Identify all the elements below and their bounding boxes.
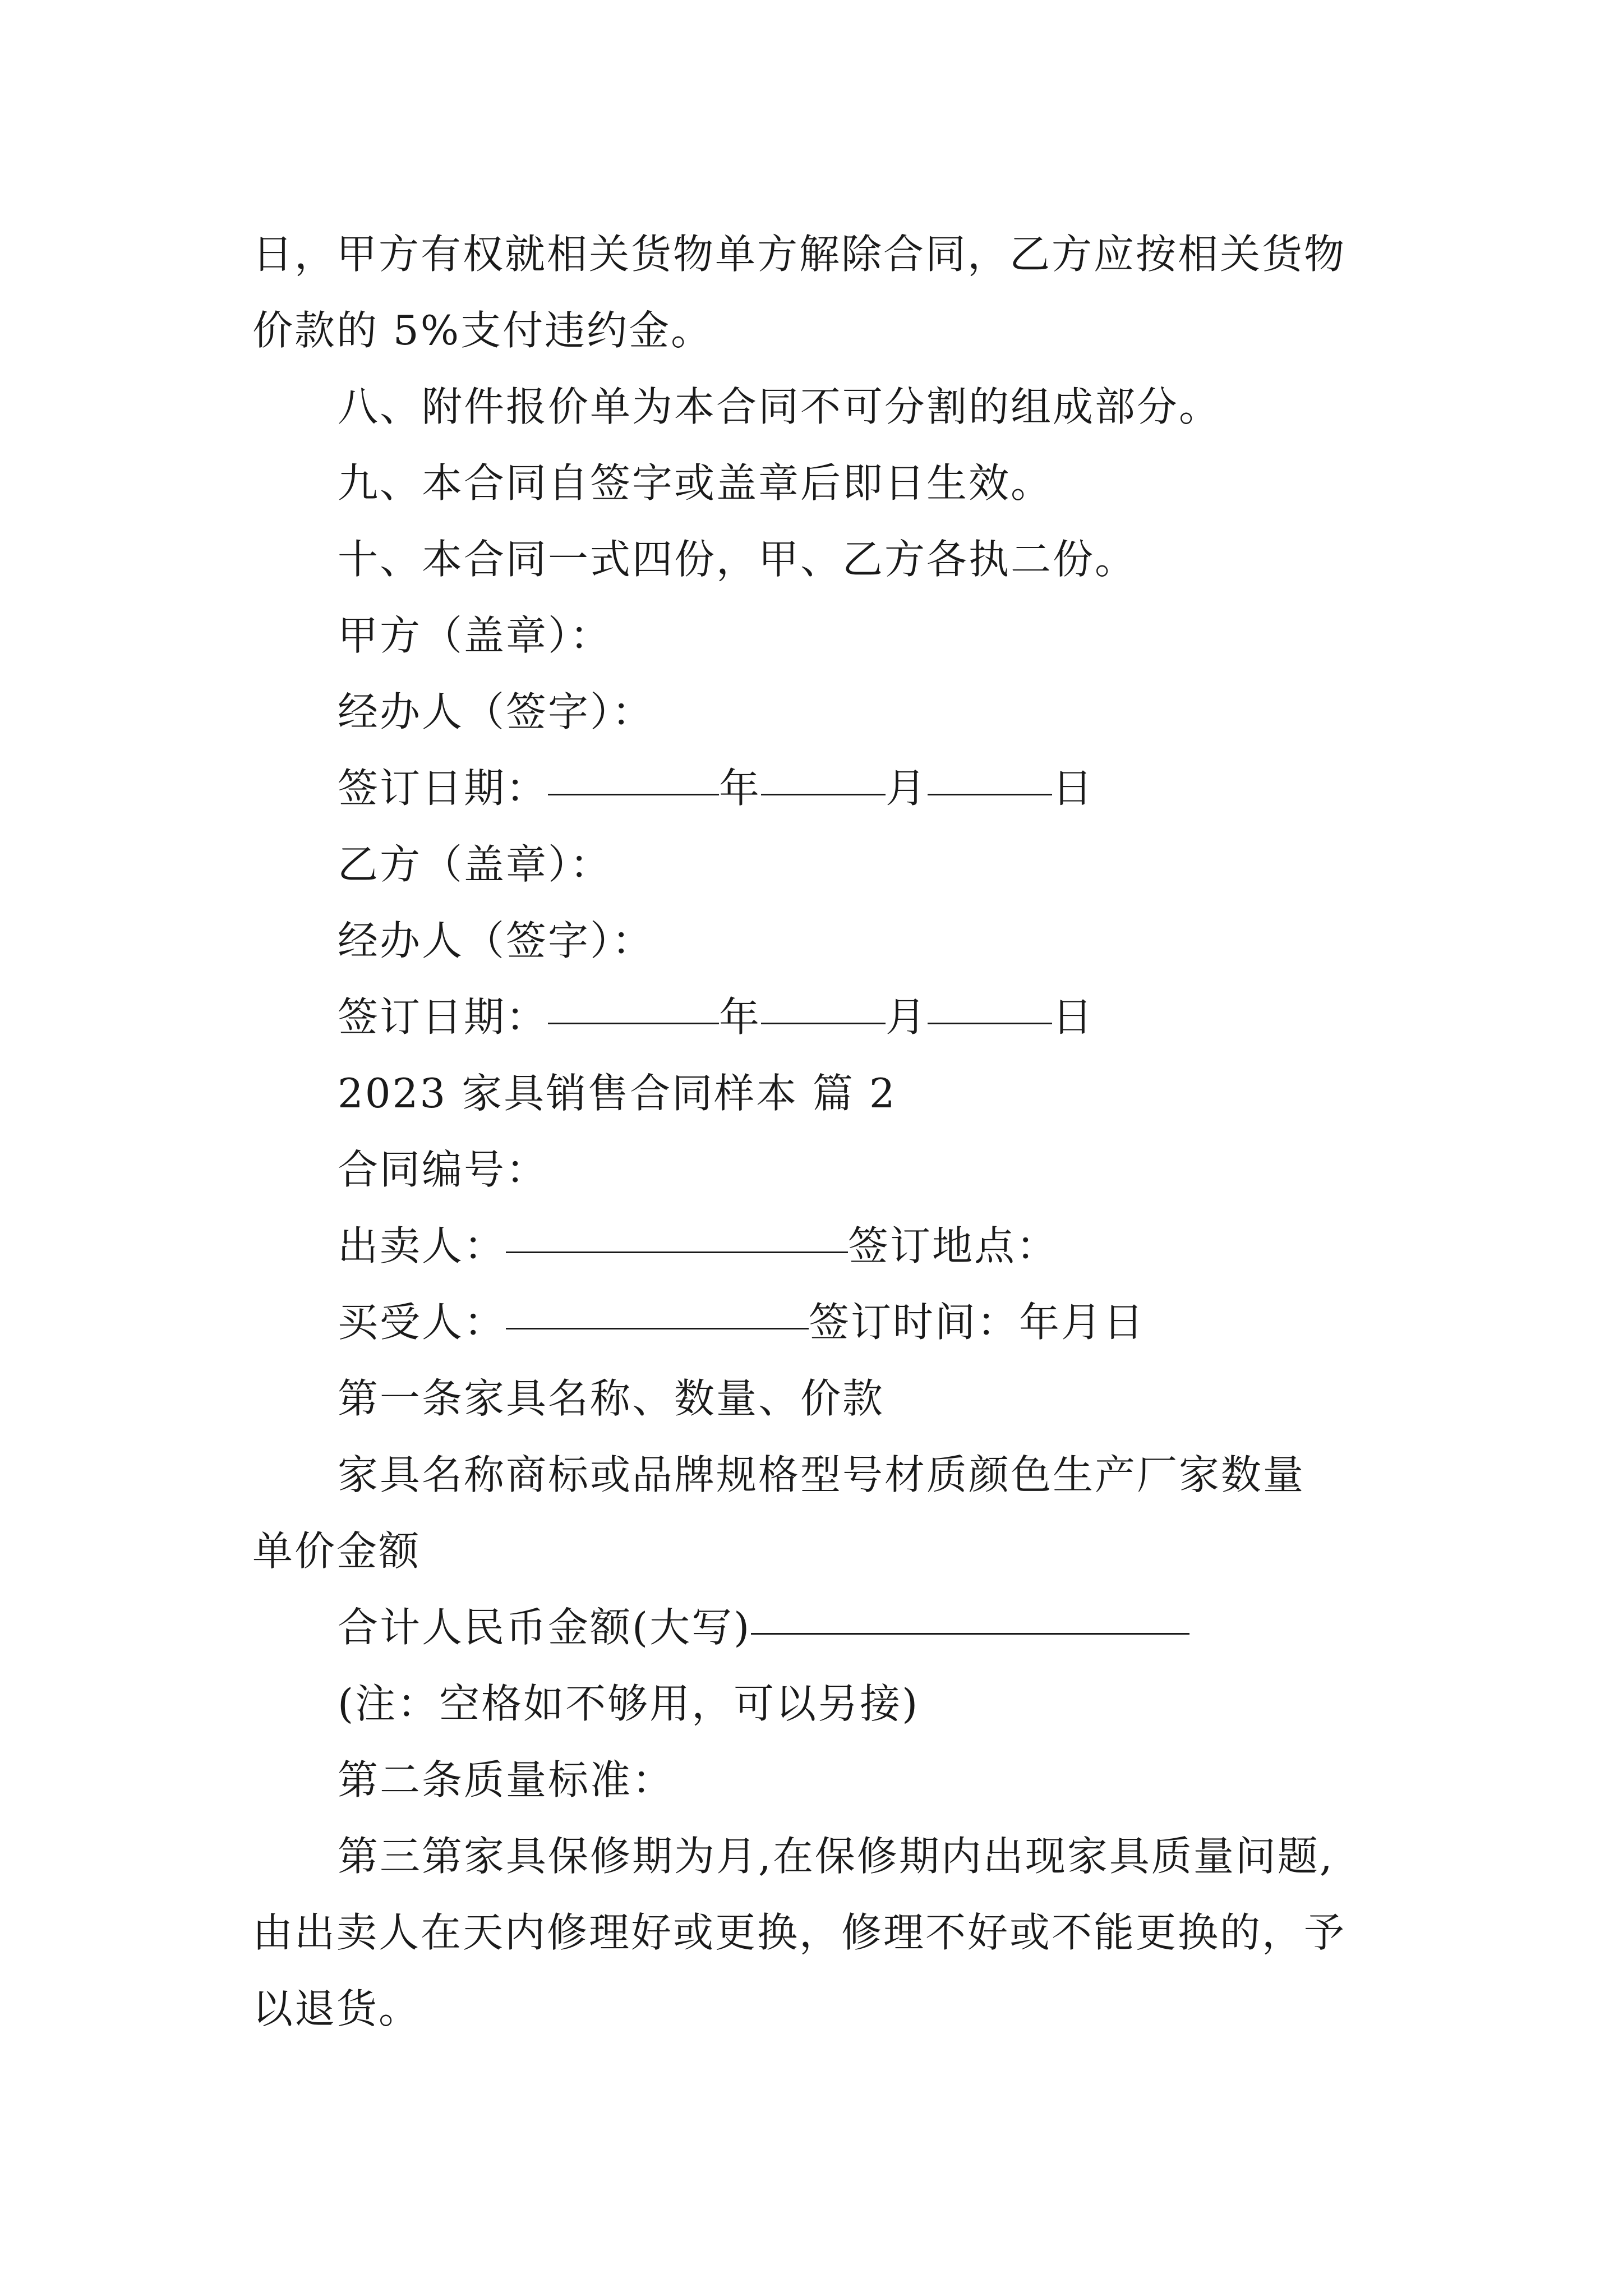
month-blank bbox=[761, 979, 886, 1024]
section-title: 2023 家具销售合同样本 篇 2 bbox=[338, 1070, 897, 1117]
party-b-sign-date bbox=[252, 979, 1385, 1055]
day-label: 日 bbox=[1052, 765, 1095, 812]
party-a-seal: 甲方（盖章）： bbox=[338, 612, 612, 659]
total-amount-line bbox=[252, 1589, 1385, 1665]
buyer-blank bbox=[506, 1284, 809, 1329]
month-label: 月 bbox=[886, 765, 928, 812]
clause-8: 八、附件报价单为本合同不可分割的组成部分。 bbox=[338, 383, 1221, 430]
month-label: 月 bbox=[886, 993, 928, 1041]
clause-7-continuation-line-2: 价款的 5%支付违约金。 bbox=[252, 307, 713, 354]
clause-7-continuation-line-1: 日，甲方有权就相关货物单方解除合同，乙方应按相关货物 bbox=[252, 231, 1347, 278]
article-3-line-3: 以退货。 bbox=[252, 1985, 421, 2032]
party-b-seal: 乙方（盖章）： bbox=[338, 841, 612, 888]
seller-line bbox=[252, 1208, 1385, 1284]
party-b-agent-signature: 经办人（签字）： bbox=[338, 917, 654, 964]
clause-10: 十、本合同一式四份，甲、乙方各执二份。 bbox=[338, 536, 1137, 583]
day-label: 日 bbox=[1052, 993, 1095, 1041]
total-amount-blank bbox=[751, 1589, 1189, 1635]
article-3-line-1: 第三第家具保修期为月,在保修期内出现家具质量问题, bbox=[338, 1833, 1334, 1880]
seller-blank bbox=[506, 1208, 848, 1253]
party-a-agent-signature: 经办人（签字）： bbox=[338, 688, 654, 735]
sign-place-label: 签订地点： bbox=[848, 1222, 1059, 1269]
seller-label: 出卖人： bbox=[338, 1222, 506, 1269]
document-body bbox=[252, 216, 1385, 2047]
year-blank bbox=[548, 979, 719, 1024]
day-blank bbox=[928, 750, 1052, 795]
article-1-heading: 第一条家具名称、数量、价款 bbox=[338, 1375, 885, 1422]
buyer-line bbox=[252, 1284, 1385, 1360]
contract-number: 合同编号： bbox=[338, 1146, 548, 1193]
note: (注：空格如不够用，可以另接) bbox=[338, 1680, 920, 1727]
date-label: 签订日期： bbox=[338, 993, 548, 1041]
article-3-line-2: 由出卖人在天内修理好或更换，修理不好或不能更换的，予 bbox=[252, 1909, 1347, 1956]
month-blank bbox=[761, 750, 886, 795]
total-amount-label: 合计人民币金额(大写) bbox=[338, 1604, 751, 1651]
table-columns-line-1: 家具名称商标或品牌规格型号材质颜色生产厂家数量 bbox=[338, 1451, 1306, 1498]
party-a-sign-date bbox=[252, 750, 1385, 826]
sign-time-label: 签订时间：年月日 bbox=[809, 1299, 1146, 1346]
date-label: 签订日期： bbox=[338, 765, 548, 812]
year-blank bbox=[548, 750, 719, 795]
clause-9: 九、本合同自签字或盖章后即日生效。 bbox=[338, 459, 1053, 507]
table-columns-line-2: 单价金额 bbox=[252, 1527, 421, 1575]
year-label: 年 bbox=[719, 993, 762, 1041]
buyer-label: 买受人： bbox=[338, 1299, 506, 1346]
article-2-heading: 第二条质量标准： bbox=[338, 1756, 675, 1803]
day-blank bbox=[928, 979, 1052, 1024]
year-label: 年 bbox=[719, 765, 762, 812]
